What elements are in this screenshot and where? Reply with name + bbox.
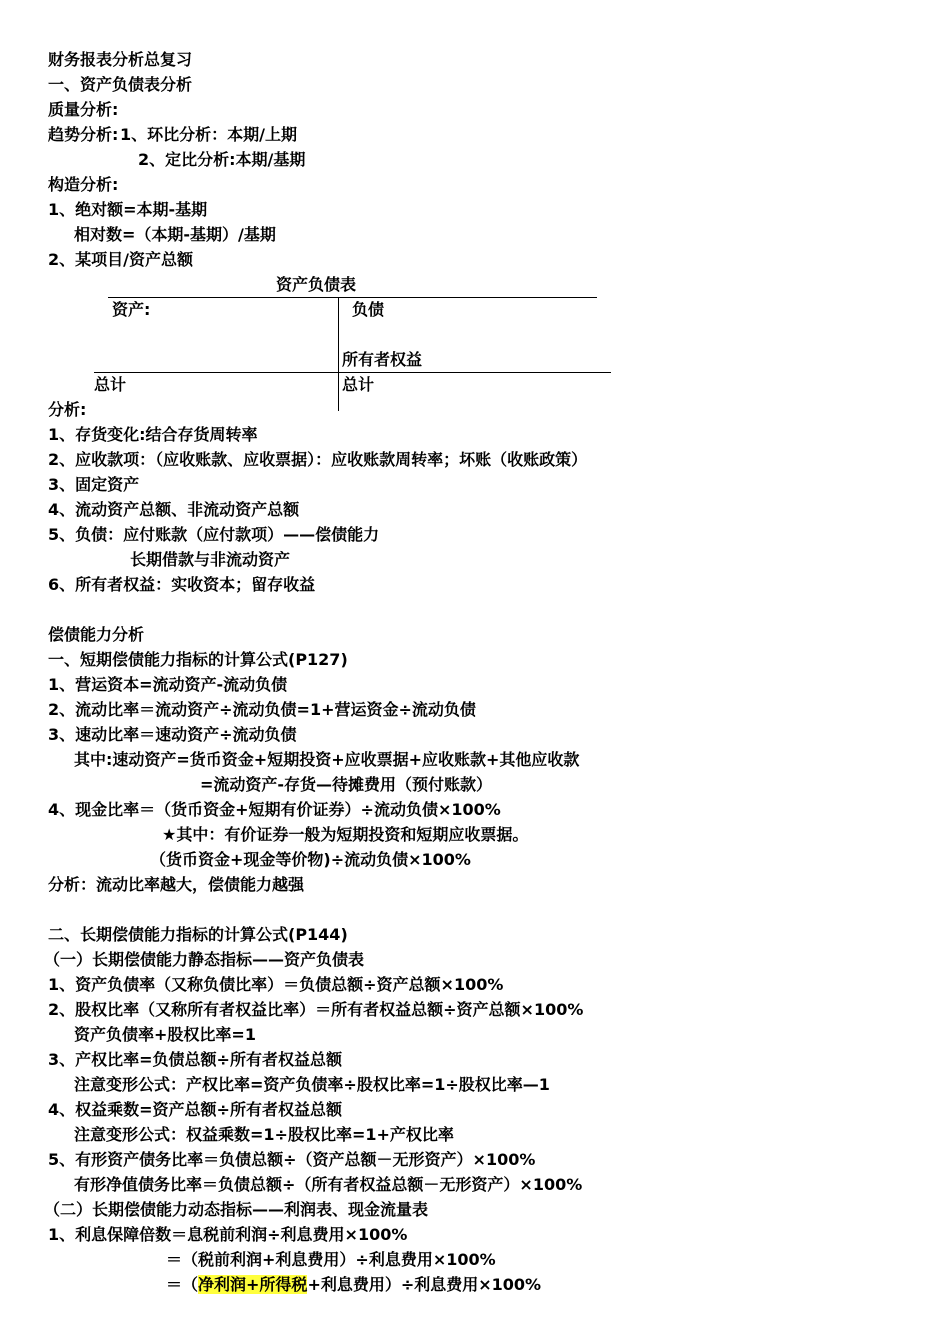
long-term-static-item-3: 资产负债率+股权比率=1 [74, 1025, 256, 1044]
analysis-item-5: 5、负债：应付账款（应付款项）——偿债能力 [48, 525, 380, 544]
long-term-heading: 二、长期偿债能力指标的计算公式(P144) [48, 925, 348, 944]
total-right: 总计 [342, 375, 375, 394]
document-title: 财务报表分析总复习 [48, 50, 193, 69]
short-term-item-7: ★其中：有价证券一般为短期投资和短期应收票据。 [162, 825, 529, 844]
long-term-static-item-1: 1、资产负债率（又称负债比率）＝负债总额÷资产总额×100% [48, 975, 504, 994]
quality-analysis-label: 质量分析: [48, 100, 119, 119]
long-term-dynamic-item-2: ＝（税前利润+利息费用）÷利息费用×100% [166, 1250, 496, 1269]
analysis-item-3: 3、固定资产 [48, 475, 140, 494]
formula-suffix: +利息费用）÷利息费用×100% [307, 1275, 542, 1294]
assets-label: 资产: [112, 300, 151, 319]
total-left: 总计 [94, 375, 127, 394]
structure-item-3: 2、某项目/资产总额 [48, 250, 193, 269]
analysis-item-1: 1、存货变化:结合存货周转率 [48, 425, 258, 444]
structure-item-1: 1、绝对额=本期-基期 [48, 200, 208, 219]
long-term-static-item-7: 注意变形公式：权益乘数=1÷股权比率=1+产权比率 [74, 1125, 454, 1144]
formula-prefix: ＝（ [166, 1275, 199, 1294]
short-term-item-5: =流动资产-存货—待摊费用（预付账款） [200, 775, 493, 794]
liabilities-label: 负债 [352, 300, 385, 319]
solvency-heading: 偿债能力分析 [48, 625, 145, 644]
balance-sheet-total-rule [94, 372, 611, 373]
long-term-static-item-6: 4、权益乘数=资产总额÷所有者权益总额 [48, 1100, 342, 1119]
short-term-item-6: 4、现金比率＝（货币资金+短期有价证券）÷流动负债×100% [48, 800, 501, 819]
highlighted-formula-term: 净利润+所得税 [198, 1275, 308, 1294]
section-heading-balance-sheet: 一、资产负债表分析 [48, 75, 193, 94]
trend-item-2: 2、定比分析:本期/基期 [138, 150, 306, 169]
long-term-static-item-5: 注意变形公式：产权比率=资产负债率÷股权比率=1÷股权比率—1 [74, 1075, 550, 1094]
analysis-label: 分析: [48, 400, 87, 419]
short-term-item-4: 其中:速动资产=货币资金+短期投资+应收票据+应收账款+其他应收款 [74, 750, 580, 769]
long-term-static-heading: （一）长期偿债能力静态指标——资产负债表 [44, 950, 365, 969]
long-term-static-item-8: 5、有形资产债务比率＝负债总额÷（资产总额－无形资产）×100% [48, 1150, 536, 1169]
long-term-dynamic-item-3 [166, 1275, 541, 1295]
balance-sheet-divider [338, 297, 339, 411]
long-term-static-item-2: 2、股权比率（又称所有者权益比率）＝所有者权益总额÷资产总额×100% [48, 1000, 584, 1019]
short-term-item-8: （货币资金+现金等价物)÷流动负债×100% [150, 850, 471, 869]
analysis-item-4: 4、流动资产总额、非流动资产总额 [48, 500, 300, 519]
equity-label: 所有者权益 [342, 350, 423, 369]
short-term-item-1: 1、营运资本=流动资产-流动负债 [48, 675, 288, 694]
short-term-item-2: 2、流动比率＝流动资产÷流动负债=1+营运资金÷流动负债 [48, 700, 476, 719]
balance-sheet-title: 资产负债表 [276, 275, 357, 294]
structure-item-2: 相对数=（本期-基期）/基期 [74, 225, 276, 244]
long-term-static-item-9: 有形净值债务比率＝负债总额÷（所有者权益总额－无形资产）×100% [74, 1175, 583, 1194]
long-term-dynamic-heading: （二）长期偿债能力动态指标——利润表、现金流量表 [44, 1200, 429, 1219]
short-term-item-3: 3、速动比率＝速动资产÷流动负债 [48, 725, 297, 744]
trend-analysis-label: 趋势分析: [48, 125, 119, 144]
balance-sheet-top-rule [108, 297, 597, 298]
structure-analysis-label: 构造分析: [48, 175, 119, 194]
analysis-item-6: 6、所有者权益：实收资本；留存收益 [48, 575, 316, 594]
trend-item-1: 1、环比分析：本期/上期 [120, 125, 297, 144]
analysis-item-5-continued: 长期借款与非流动资产 [130, 550, 291, 569]
long-term-static-item-4: 3、产权比率=负债总额÷所有者权益总额 [48, 1050, 342, 1069]
long-term-dynamic-item-1: 1、利息保障倍数＝息税前利润÷利息费用×100% [48, 1225, 408, 1244]
analysis-item-2: 2、应收款项：（应收账款、应收票据）：应收账款周转率；坏账（收账政策） [48, 450, 588, 469]
short-term-analysis: 分析：流动比率越大，偿债能力越强 [48, 875, 305, 894]
short-term-heading: 一、短期偿债能力指标的计算公式(P127) [48, 650, 348, 669]
